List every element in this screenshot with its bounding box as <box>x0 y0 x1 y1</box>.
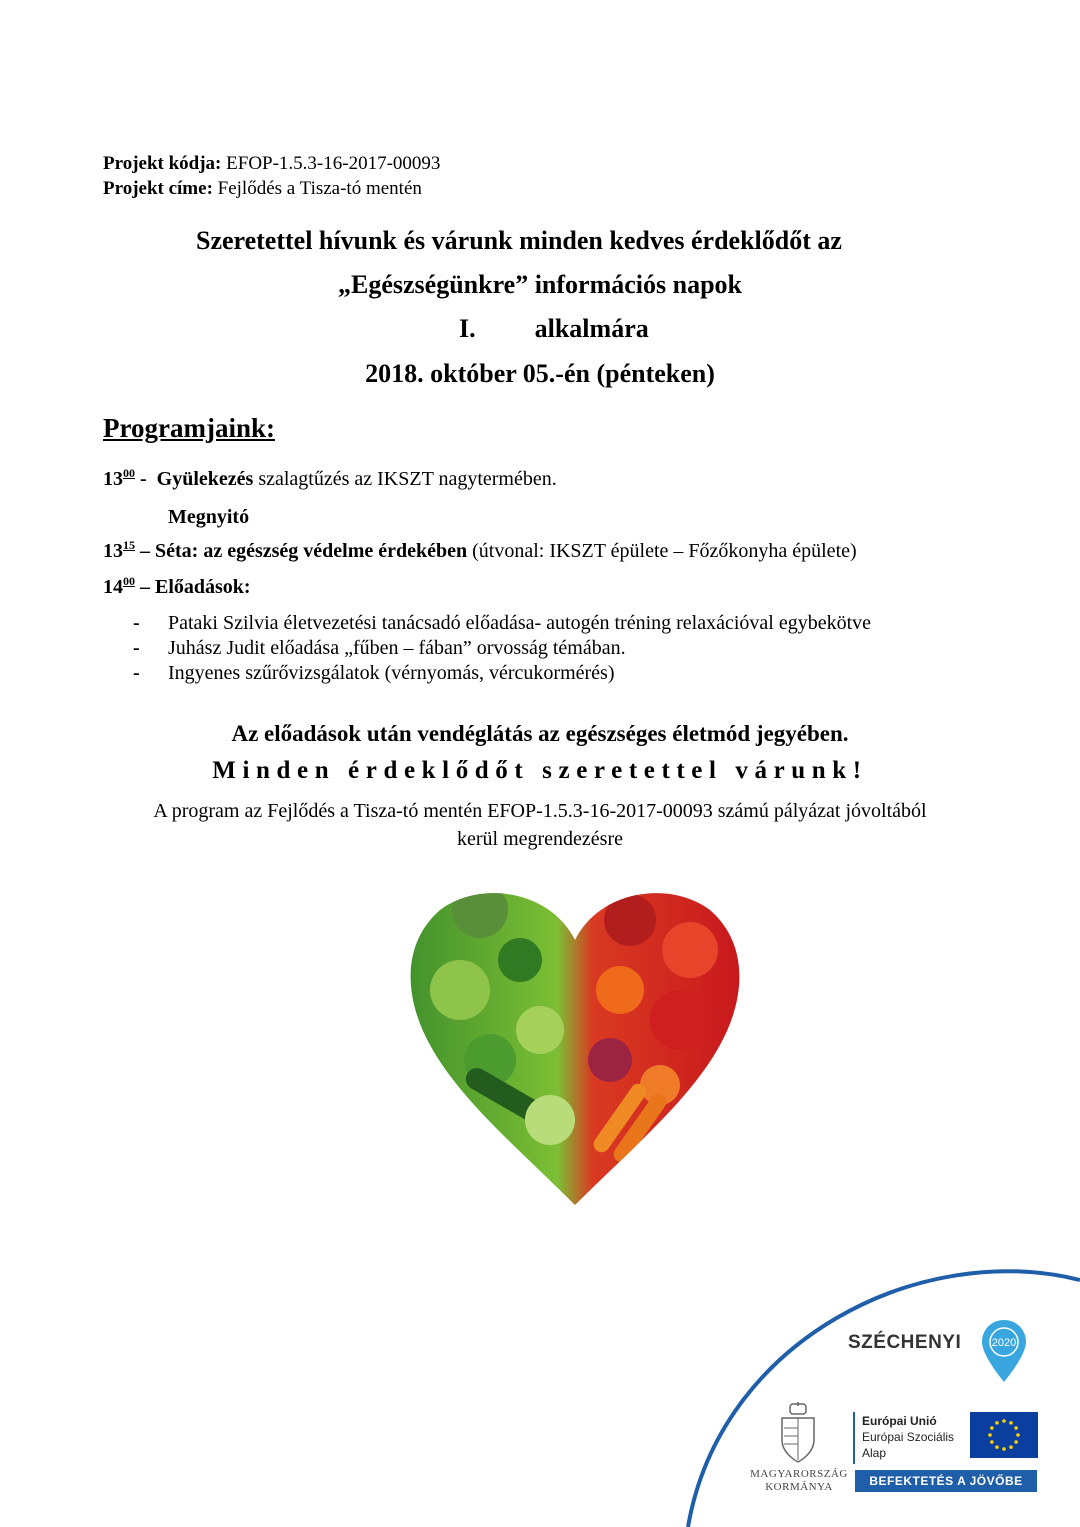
event-title: Séta: az egészség védelme érdekében <box>155 540 468 562</box>
szechenyi-pin-icon <box>980 1318 1028 1384</box>
list-item: - Pataki Szilvia életvezetési tanácsadó előadása- autogén tréning relaxációval egybekötve <box>133 612 872 634</box>
project-code-value: EFOP-1.5.3-16-2017-00093 <box>226 153 441 174</box>
schedule-row-2 <box>103 538 857 563</box>
event-desc: (útvonal: IKSZT épülete – Főzőkonyha épülete) <box>472 540 857 562</box>
event-title: Előadások: <box>155 576 251 598</box>
event-desc: szalagtűzés az IKSZT nagytermében. <box>258 468 557 490</box>
szechenyi-year: 2020 <box>991 1337 1017 1349</box>
eu-star <box>990 1426 994 1430</box>
eu-star <box>988 1433 992 1437</box>
time-minute: 00 <box>123 574 135 588</box>
eu-star <box>1016 1433 1020 1437</box>
list-item: - Juhász Judit előadása „fűben – fában” orvosság témában. <box>133 637 626 659</box>
eu-line-1: Európai Unió <box>862 1414 937 1428</box>
invitation-line-2: „Egészségünkre” információs napok <box>338 270 742 299</box>
eu-star <box>1014 1440 1018 1444</box>
program-heading: Programjaink: <box>103 413 275 443</box>
time-hour: 13 <box>103 468 123 490</box>
project-title-label: Projekt címe: <box>103 178 213 199</box>
project-code-label: Projekt kódja: <box>103 153 222 174</box>
list-item: - Ingyenes szűrővizsgálatok (vérnyomás, vércukormérés) <box>133 662 615 684</box>
eu-text <box>862 1413 954 1461</box>
hospitality-line: Az előadások után vendéglátás az egészséges életmód jegyében. <box>231 721 849 746</box>
project-title-line <box>103 176 440 201</box>
time-separator: – <box>140 576 150 598</box>
schedule-row-3 <box>103 574 251 599</box>
time-minute: 15 <box>123 538 135 552</box>
eu-star <box>1009 1421 1013 1425</box>
opening-label: Megnyitó <box>168 506 250 528</box>
eu-banner: BEFEKTETÉS A JÖVŐBE <box>855 1470 1037 1492</box>
coat-of-arms-icon <box>778 1402 818 1466</box>
invitation-line-1: Szeretettel hívunk és várunk minden kedves érdeklődőt az <box>196 226 842 255</box>
time-separator: - <box>140 468 147 490</box>
event-title: Gyülekezés <box>156 468 254 490</box>
government-line-2: KORMÁNYA <box>765 1481 833 1493</box>
time-hour: 14 <box>103 576 123 598</box>
time-hour: 13 <box>103 540 123 562</box>
talk-text: Ingyenes szűrővizsgálatok (vérnyomás, vércukormérés) <box>168 662 615 684</box>
eu-star <box>1002 1419 1006 1423</box>
talk-text: Pataki Szilvia életvezetési tanácsadó előadása- autogén tréning relaxációval egybekötve <box>168 612 872 634</box>
event-date: 2018. október 05.-én (pénteken) <box>365 359 715 388</box>
government-label <box>750 1468 848 1494</box>
eu-star <box>1014 1426 1018 1430</box>
talk-text: Juhász Judit előadása „fűben – fában” orvosság témában. <box>168 637 626 659</box>
eu-star <box>995 1421 999 1425</box>
eu-line-3: Alap <box>862 1446 887 1460</box>
government-line-1: MAGYARORSZÁG <box>750 1468 848 1480</box>
funding-note-line-1: A program az Fejlődés a Tisza-tó mentén EFOP-1.5.3-16-2017-00093 számú pályázat jóvoltából <box>153 800 927 822</box>
vegetable-heart-image <box>400 880 750 1210</box>
occasion-text: alkalmára <box>534 314 649 343</box>
szechenyi-logo-text: SZÉCHENYI <box>848 1332 962 1353</box>
funding-note-line-2: kerül megrendezésre <box>456 828 623 850</box>
eu-star <box>1009 1445 1013 1449</box>
eu-star <box>990 1440 994 1444</box>
eu-star <box>995 1445 999 1449</box>
welcome-line: Minden érdeklődőt szeretettel várunk! <box>212 757 868 784</box>
eu-divider <box>853 1412 855 1464</box>
talks-list <box>133 611 871 686</box>
time-separator: – <box>140 540 150 562</box>
project-meta <box>103 151 440 201</box>
eu-star <box>1002 1447 1006 1451</box>
invitation-line-3 <box>459 314 649 344</box>
occasion-number: I. <box>459 314 476 343</box>
project-title-value: Fejlődés a Tisza-tó mentén <box>217 178 422 199</box>
eu-flag-icon <box>970 1412 1038 1458</box>
eu-line-2: Európai Szociális <box>862 1430 955 1444</box>
project-code-line <box>103 151 440 176</box>
schedule-row-1 <box>103 466 557 491</box>
time-minute: 00 <box>123 466 135 480</box>
